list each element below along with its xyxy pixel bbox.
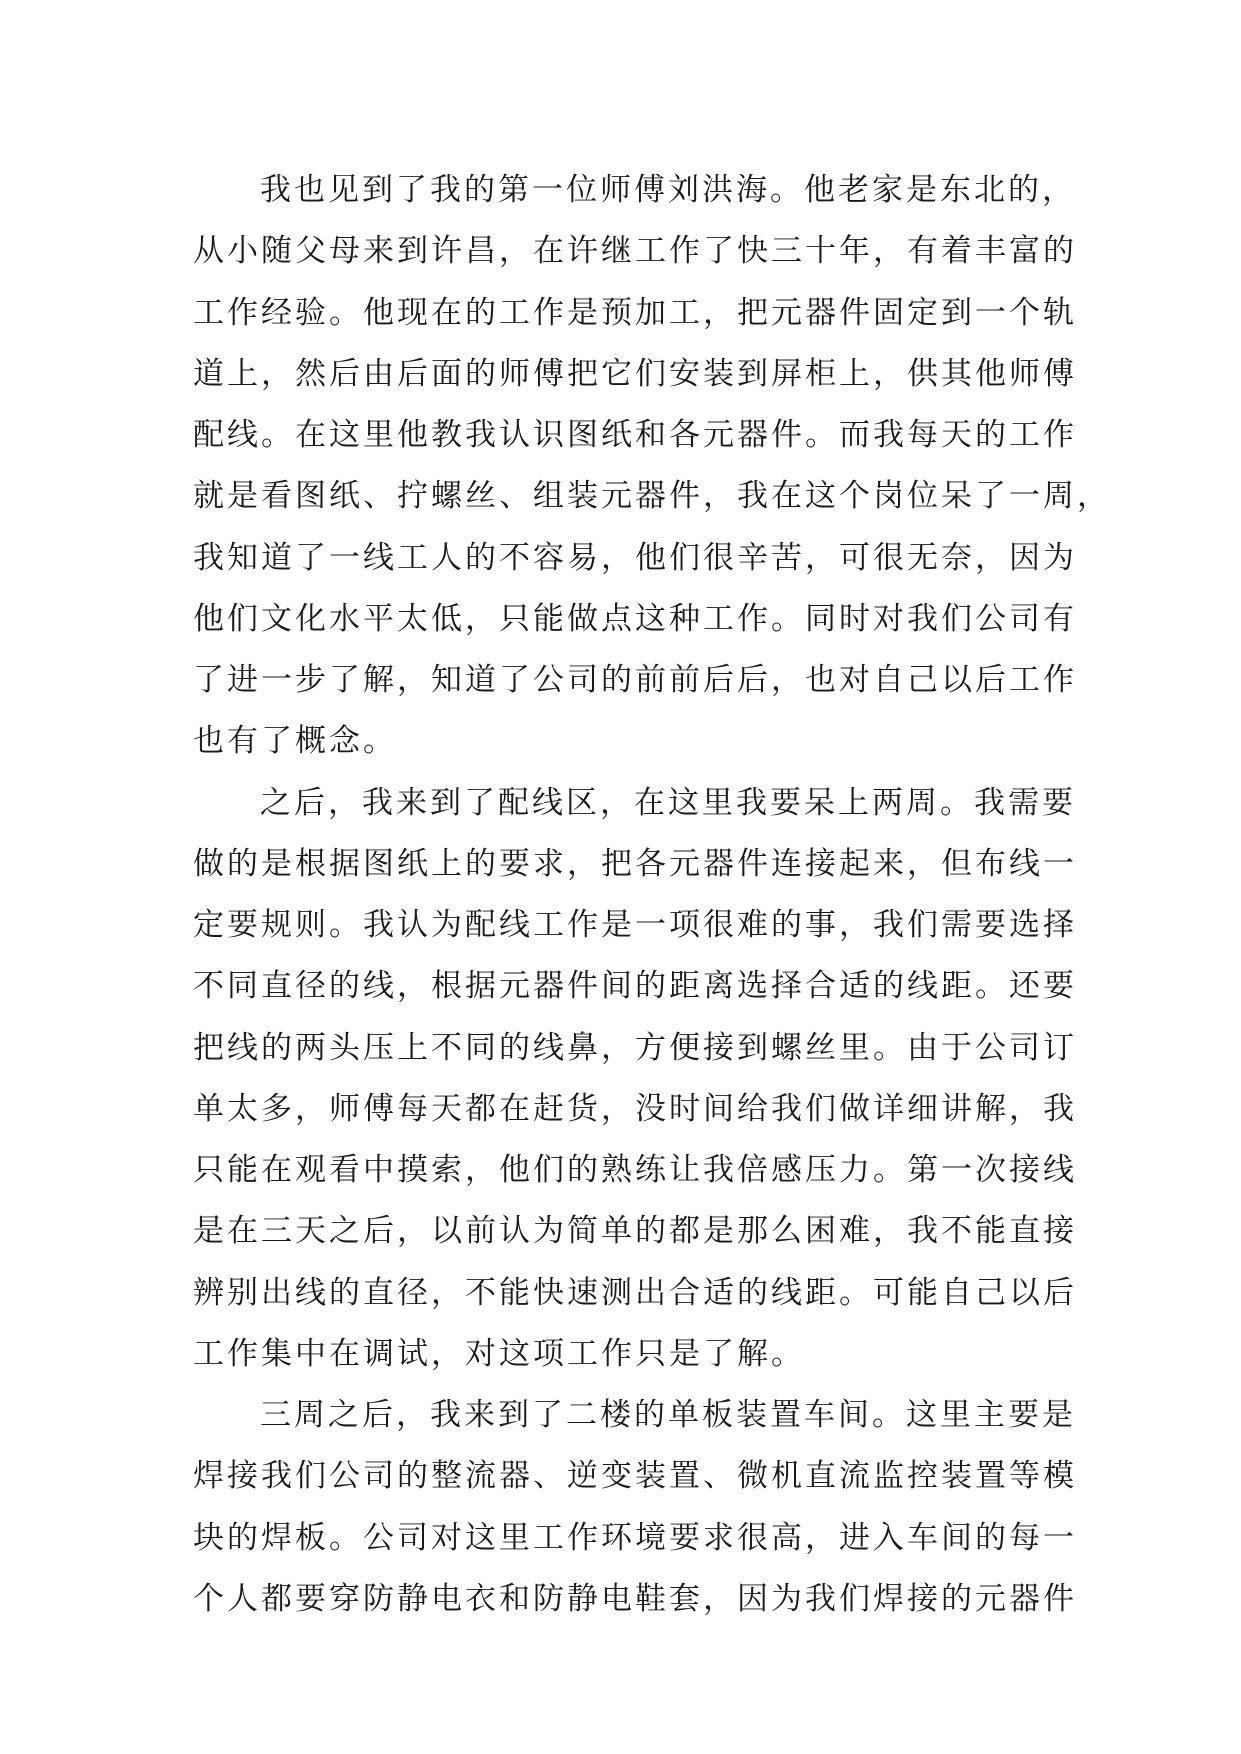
paragraph-3-line-3: 块的焊板。公司对这里工作环境要求很高，进入车间的每一 <box>193 1519 1077 1556</box>
paragraph-2-line-4: 不同直径的线，根据元器件间的距离选择合适的线距。还要 <box>193 968 1077 1005</box>
body-text <box>193 160 1111 1630</box>
paragraph-1-line-2: 从小随父母来到许昌，在许继工作了快三十年，有着丰富的 <box>193 233 1077 270</box>
paragraph-2-line-6: 单太多，师傅每天都在赶货，没时间给我们做详细讲解，我 <box>193 1090 1077 1127</box>
paragraph-2-line-1: 之后，我来到了配线区，在这里我要呆上两周。我需要 <box>260 784 1076 821</box>
paragraph-1-line-10: 也有了概念。 <box>193 723 397 760</box>
paragraph-3-line-1: 三周之后，我来到了二楼的单板装置车间。这里主要是 <box>260 1397 1076 1433</box>
paragraph-3-line-4: 个人都要穿防静电衣和防静电鞋套，因为我们焊接的元器件 <box>193 1580 1077 1617</box>
paragraph-2-line-10: 工作集中在调试，对这项工作只是了解。 <box>193 1335 805 1372</box>
paragraph-1-line-9: 了进一步了解，知道了公司的前前后后，也对自己以后工作 <box>193 662 1077 698</box>
paragraph-2-line-8: 是在三天之后，以前认为简单的都是那么困难，我不能直接 <box>193 1213 1077 1250</box>
paragraph-1-line-1: 我也见到了我的第一位师傅刘洪海。他老家是东北的， <box>260 172 1076 208</box>
paragraph-2-line-5: 把线的两头压上不同的线鼻，方便接到螺丝里。由于公司订 <box>193 1029 1077 1066</box>
paragraph-1-line-6: 就是看图纸、拧螺丝、组装元器件，我在这个岗位呆了一周， <box>193 478 1111 515</box>
paragraph-1-line-7: 我知道了一线工人的不容易，他们很辛苦，可很无奈，因为 <box>193 539 1077 576</box>
paragraph-2-line-2: 做的是根据图纸上的要求，把各元器件连接起来，但布线一 <box>193 845 1077 882</box>
paragraph-1-line-8: 他们文化水平太低，只能做点这种工作。同时对我们公司有 <box>193 600 1077 637</box>
paragraph-2-line-3: 定要规则。我认为配线工作是一项很难的事，我们需要选择 <box>193 907 1077 943</box>
paragraph-2-line-9: 辨别出线的直径，不能快速测出合适的线距。可能自己以后 <box>193 1274 1077 1311</box>
paragraph-1-line-5: 配线。在这里他教我认识图纸和各元器件。而我每天的工作 <box>193 417 1077 453</box>
paragraph-2-line-7: 只能在观看中摸索，他们的熟练让我倍感压力。第一次接线 <box>193 1152 1077 1188</box>
paragraph-1-line-4: 道上，然后由后面的师傅把它们安装到屏柜上，供其他师傅 <box>193 355 1077 392</box>
paragraph-1-line-3: 工作经验。他现在的工作是预加工，把元器件固定到一个轨 <box>193 294 1077 331</box>
paragraph-3-line-2: 焊接我们公司的整流器、逆变装置、微机直流监控装置等模 <box>193 1458 1077 1495</box>
